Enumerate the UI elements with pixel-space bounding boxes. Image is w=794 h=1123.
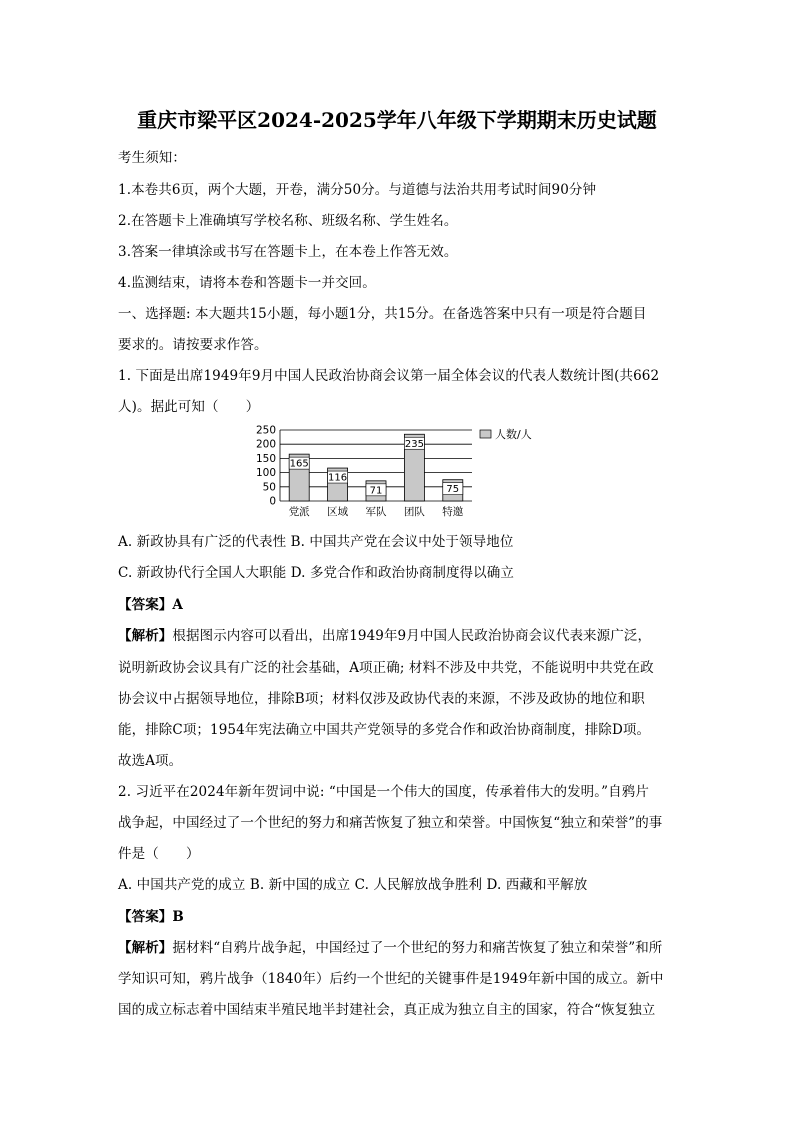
- q2-analysis-line-3: 国的成立标志着中国结束半殖民地半封建社会，真正成为独立自主的国家，符合“恢复独立: [118, 1002, 656, 1018]
- q1-analysis-line-5: 故选A项。: [118, 753, 183, 769]
- q2-options: A. 中国共产党的成立 B. 新中国的成立 C. 人民解放战争胜利 D. 西藏和平解放: [118, 877, 588, 893]
- data-label: 235: [404, 438, 424, 450]
- notice-item-1: 1.本卷共6页，两个大题，开卷，满分50分。与道德与法治共用考试时间90分钟: [118, 182, 597, 198]
- section-heading-cont: 要求的。请按要求作答。: [118, 337, 268, 353]
- x-tick-label: 区域: [327, 506, 349, 518]
- section-heading: 一、选择题: 本大题共15小题，每小题1分，共15分。在备选答案中只有一项是符合题目: [118, 306, 647, 322]
- q2-stem-line-2: 战争起，中国经过了一个世纪的努力和痛苦恢复了独立和荣誉。中国恢复“独立和荣誉”的事: [118, 815, 663, 831]
- data-label: 165: [289, 458, 309, 470]
- x-tick-label: 军队: [365, 506, 387, 518]
- y-tick-label: 250: [255, 424, 276, 437]
- y-tick-label: 0: [269, 495, 276, 508]
- q2-stem-line-1: 2. 习近平在2024年新年贺词中说: “中国是一个伟大的国度，传承着伟大的发明。”自鸦片: [118, 784, 649, 800]
- x-tick-label: 党派: [288, 506, 310, 518]
- q1-options-line-1: A. 新政协具有广泛的代表性 B. 中国共产党在会议中处于领导地位: [118, 534, 514, 550]
- q2-answer: 【答案】B: [118, 909, 184, 925]
- page-title: 重庆市梁平区2024-2025学年八年级下学期期末历史试题: [137, 108, 657, 132]
- notice-item-2: 2.在答题卡上准确填写学校名称、班级名称、学生姓名。: [118, 213, 458, 229]
- q1-stem-line-2: 人)。据此可知（ ）: [118, 399, 260, 415]
- q1-options-line-2: C. 新政协代行全国人大职能 D. 多党合作和政治协商制度得以确立: [118, 565, 514, 581]
- q1-answer: 【答案】A: [118, 597, 183, 613]
- q1-analysis-line-2: 说明新政协会议具有广泛的社会基础，A项正确; 材料不涉及中共党，不能说明中共党在政: [118, 660, 654, 676]
- q1-analysis-line-3: 协会议中占据领导地位，排除B项；材料仅涉及政协代表的来源，不涉及政协的地位和职: [118, 691, 645, 707]
- q2-stem-line-3: 件是（ ）: [118, 846, 200, 862]
- q1-analysis-line-1: [118, 624, 651, 644]
- data-label: 71: [369, 485, 383, 497]
- legend-swatch: [480, 430, 491, 438]
- q2-analysis-text-1: 据材料“自鸦片战争起，中国经过了一个世纪的努力和痛苦恢复了独立和荣誉”和所: [172, 940, 663, 956]
- x-tick-label: 特邀: [442, 506, 464, 518]
- q2-analysis-line-2: 学知识可知，鸦片战争（1840年）后约一个世纪的关键事件是1949年新中国的成立。新中: [118, 971, 664, 987]
- q2-analysis-label: 【解析】: [118, 940, 173, 956]
- y-tick-label: 50: [262, 481, 276, 494]
- data-label: 116: [328, 472, 348, 484]
- y-tick-label: 100: [255, 467, 276, 480]
- q1-analysis-text-1: 根据图示内容可以看出，出席1949年9月中国人民政治协商会议代表来源广泛，: [172, 628, 652, 644]
- notice-item-3: 3.答案一律填涂或书写在答题卡上，在本卷上作答无效。: [118, 244, 458, 260]
- q1-analysis-label: 【解析】: [118, 628, 173, 644]
- q2-analysis-line-1: [118, 936, 662, 956]
- delegate-bar-chart: [250, 420, 550, 522]
- data-label: 75: [446, 484, 460, 496]
- x-tick-label: 团队: [403, 506, 425, 518]
- y-tick-label: 150: [255, 452, 276, 465]
- legend-label: 人数/人: [495, 428, 532, 441]
- notice-item-4: 4.监测结束，请将本卷和答题卡一并交回。: [118, 275, 376, 291]
- notice-heading: 考生须知：: [118, 150, 186, 166]
- y-tick-label: 200: [255, 438, 276, 451]
- q1-analysis-line-4: 能，排除C项；1954年宪法确立中国共产党领导的多党合作和政治协商制度，排除D项。: [118, 722, 651, 738]
- q1-stem-line-1: 1. 下面是出席1949年9月中国人民政治协商会议第一届全体会议的代表人数统计图(共662: [118, 368, 660, 384]
